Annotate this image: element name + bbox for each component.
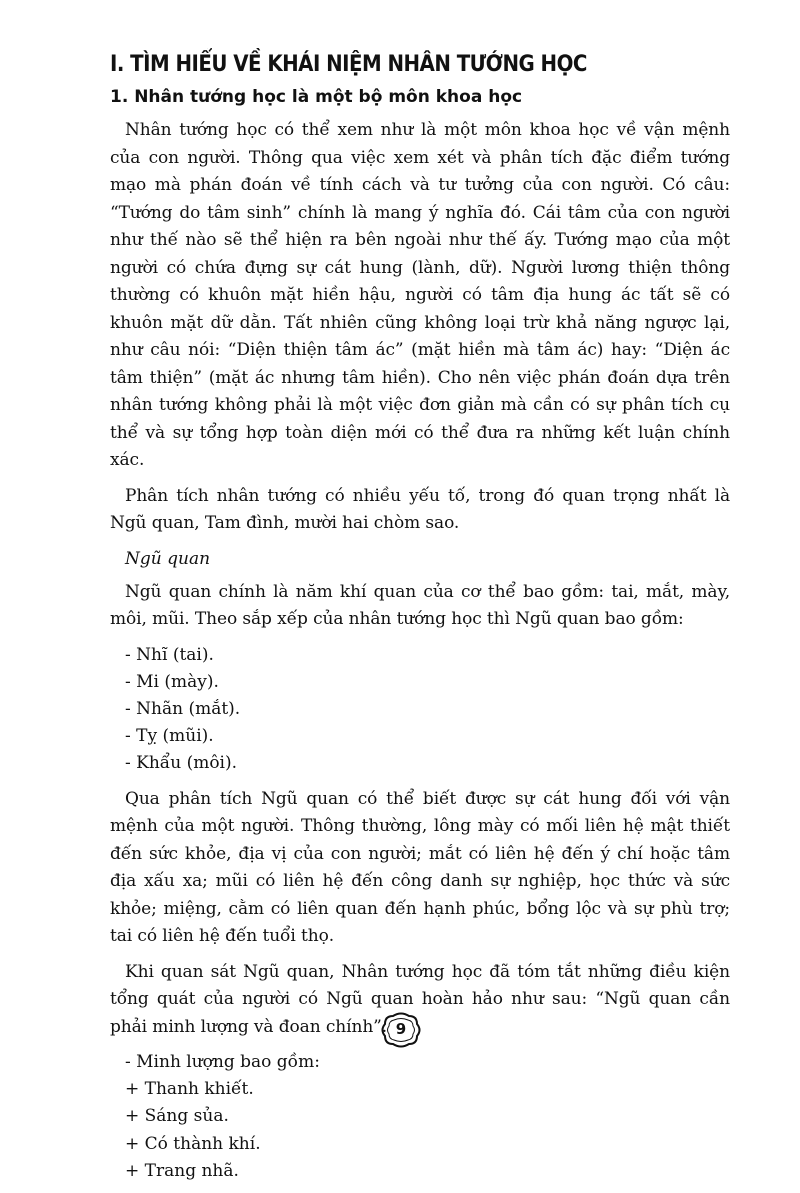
list-item: - Mi (mày). xyxy=(125,671,219,692)
minh-luong-list xyxy=(110,1049,730,1185)
list-item: + Có thành khí. xyxy=(125,1133,261,1154)
list-item: - Nhĩ (tai). xyxy=(125,644,214,665)
list-item: + Sáng sủa. xyxy=(125,1106,229,1127)
ngu-quan-label: Ngũ quan xyxy=(125,548,211,569)
list-item: - Nhãn (mắt). xyxy=(125,698,241,719)
list-item: + Thanh khiết. xyxy=(125,1079,254,1100)
ngu-quan-paragraph: Ngũ quan chính là năm khí quan của cơ thể bao gồm: tai, mắt, mày, môi, mũi. Theo sắp xếp của nhân tướng học thì Ngũ quan bao gồm: xyxy=(110,581,730,629)
chapter-heading: I. TÌM HIỂU VỀ KHÁI NIỆM NHÂN TƯỚNG HỌC xyxy=(110,52,587,77)
ngu-quan-list xyxy=(110,642,730,778)
factors-paragraph: Phân tích nhân tướng có nhiều yếu tố, trong đó quan trọng nhất là Ngũ quan, Tam đình, mười hai chòm sao. xyxy=(110,485,730,533)
page-number: 9 xyxy=(395,1020,407,1038)
observe-paragraph: Khi quan sát Ngũ quan, Nhân tướng học đã tóm tắt những điều kiện tổng quát của người có Ngũ quan hoàn hảo như sau: “Ngũ quan cần phải minh lượng và đoan chính”. xyxy=(110,961,730,1037)
analysis-paragraph: Qua phân tích Ngũ quan có thể biết được sự cát hung đối với vận mệnh của một người. Thông thường, lông mày có mối liên hệ mật thiết đến sức khỏe, địa vị của con người; mắt có liên hệ đến ý chí hoặc tâm địa xấu xa; mũi có liên hệ đến công danh sự nghiệp, học thức và sức khỏe; miệng, cằm có liên quan đến hạnh phúc, bổng lộc và sự phù trợ; tai có liên hệ đến tuổi thọ. xyxy=(110,788,730,947)
page-number-badge xyxy=(381,1012,421,1048)
list-item: - Minh lượng bao gồm: xyxy=(125,1052,320,1073)
intro-paragraph: Nhân tướng học có thể xem như là một môn khoa học về vận mệnh của con người. Thông qua việc xem xét và phân tích đặc điểm tướng mạo mà phán đoán về tính cách và tư tưởng của con người. Có câu: “Tướng do tâm sinh” chính là mang ý nghĩa đó. Cái tâm của con người như thế nào sẽ thể hiện ra bên ngoài như thế ấy. Tướng mạo của một người có chứa đựng sự cát hung (lành, dữ). Người lương thiện thông thường có khuôn mặt hiền hậu, người có tâm địa hung ác tất sẽ có khuôn mặt dữ dằn. Tất nhiên cũng không loại trừ khả năng ngược lại, như câu nói: “Diện thiện tâm ác” (mặt hiền mà tâm ác) hay: “Diện ác tâm thiện” (mặt ác nhưng tâm hiền). Cho nên việc phán đoán dựa trên nhân tướng không phải là một việc đơn giản mà cần có sự phân tích cụ thể và sự tổng hợp toàn diện mới có thể đưa ra những kết luận chính xác. xyxy=(110,120,730,470)
list-item: - Tỵ (mũi). xyxy=(125,726,214,747)
list-item: + Trang nhã. xyxy=(125,1160,239,1181)
section-subheading: 1. Nhân tướng học là một bộ môn khoa học xyxy=(110,87,523,107)
list-item: - Khẩu (môi). xyxy=(125,753,238,774)
